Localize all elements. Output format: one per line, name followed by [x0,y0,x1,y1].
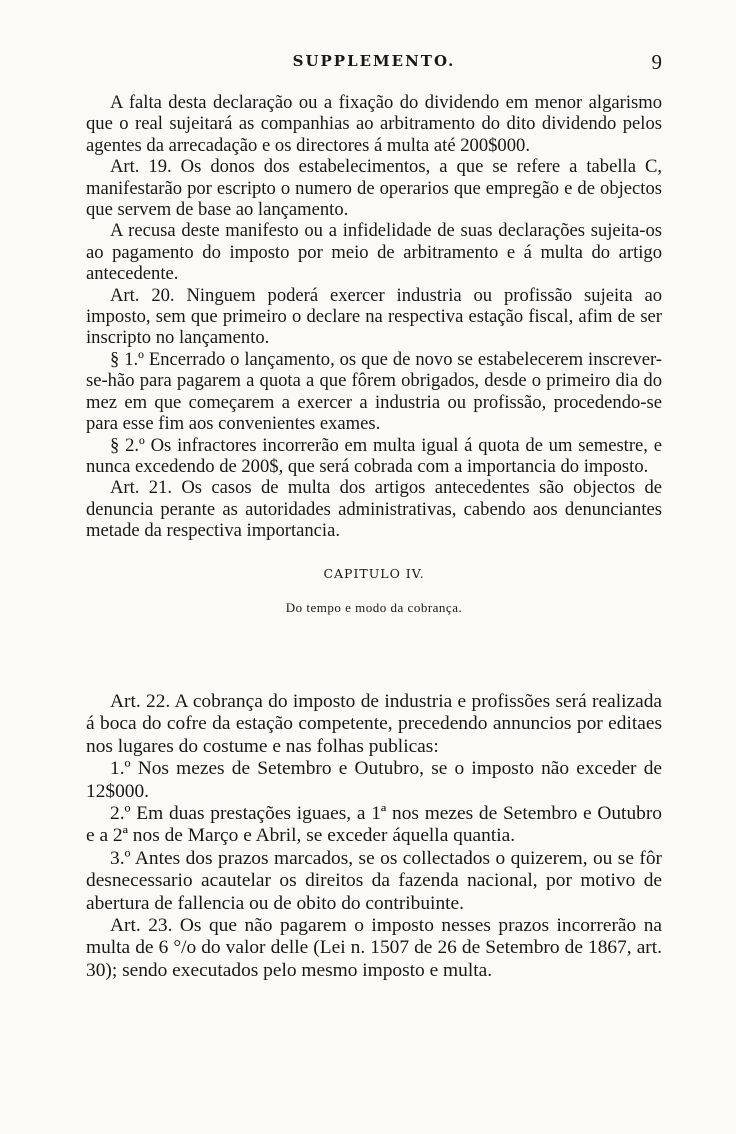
page-number: 9 [651,50,662,74]
body-text-bottom [86,691,662,982]
paragraph: Art. 21. Os casos de multa dos artigos antecedentes são objectos de denuncia perante as autoridades administrativas, cabendo aos denunciantes metade da respectiva importancia. [86,477,662,542]
paragraph: Art. 20. Ninguem poderá exercer industria ou profissão sujeita ao imposto, sem que primeiro o declare na respectiva estação fiscal, afim de ser inscripto no lançamento. [86,284,662,349]
paragraph: A falta desta declaração ou a fixação do dividendo em menor algarismo que o real sujeitará as companhias ao arbitramento do dito dividendo pelos agentes da arrecadação e os directores á multa até 200$000. [86,92,662,156]
paragraph: § 2.º Os infractores incorrerão em multa igual á quota de um semestre, e nunca excedendo de 200$, que será cobrada com a importancia do imposto. [86,434,662,477]
chapter-heading: CAPITULO IV. [323,565,425,581]
paragraph: Art. 19. Os donos dos estabelecimentos, a que se refere a tabella C, manifestarão por escripto o numero de operarios que empregão e de objectos que servem de base ao lançamento. [86,156,662,221]
paragraph: A recusa deste manifesto ou a infidelidade de suas declarações sujeita-os ao pagamento do imposto por meio de arbitramento e á multa do artigo antecedente. [86,220,662,285]
paragraph: § 1.º Encerrado o lançamento, os que de novo se estabelecerem inscrever-se-hão para pagarem a quota a que fôrem obrigados, desde o primeiro dia do mez em que começarem a exercer a industria ou profissão, procedendo-se para esse fim aos convenientes exames. [86,348,662,435]
body-text-top [86,92,662,630]
paragraph: Art. 23. Os que não pagarem o imposto nesses prazos incorrerão na multa de 6 °/o do valor delle (Lei n. 1507 de 26 de Setembro de 1867, art. 30); sendo executados pelo mesmo imposto e multa. [86,915,662,981]
page-header [86,48,662,78]
running-title: SUPPLEMENTO. [292,52,456,70]
paragraph: Art. 22. A cobrança do imposto de industria e profissões será realizada á boca do cofre da estação competente, precedendo annuncios por editaes nos lugares do costume e nas folhas publicas: [86,691,662,757]
paragraph: 1.º Nos mezes de Setembro e Outubro, se o imposto não exceder de 12$000. [86,758,662,802]
paragraph: 2.º Em duas prestações iguaes, a 1ª nos mezes de Setembro e Outubro e a 2ª nos de Março e Abril, se exceder áquella quantia. [86,803,662,847]
chapter-subtitle: Do tempo e modo da cobrança. [285,599,463,615]
paragraph: 3.º Antes dos prazos marcados, se os collectados o quizerem, ou se fôr desnecessario acautelar os direitos da fazenda nacional, por motivo de abertura de fallencia ou de obito do contribuinte. [86,847,662,914]
